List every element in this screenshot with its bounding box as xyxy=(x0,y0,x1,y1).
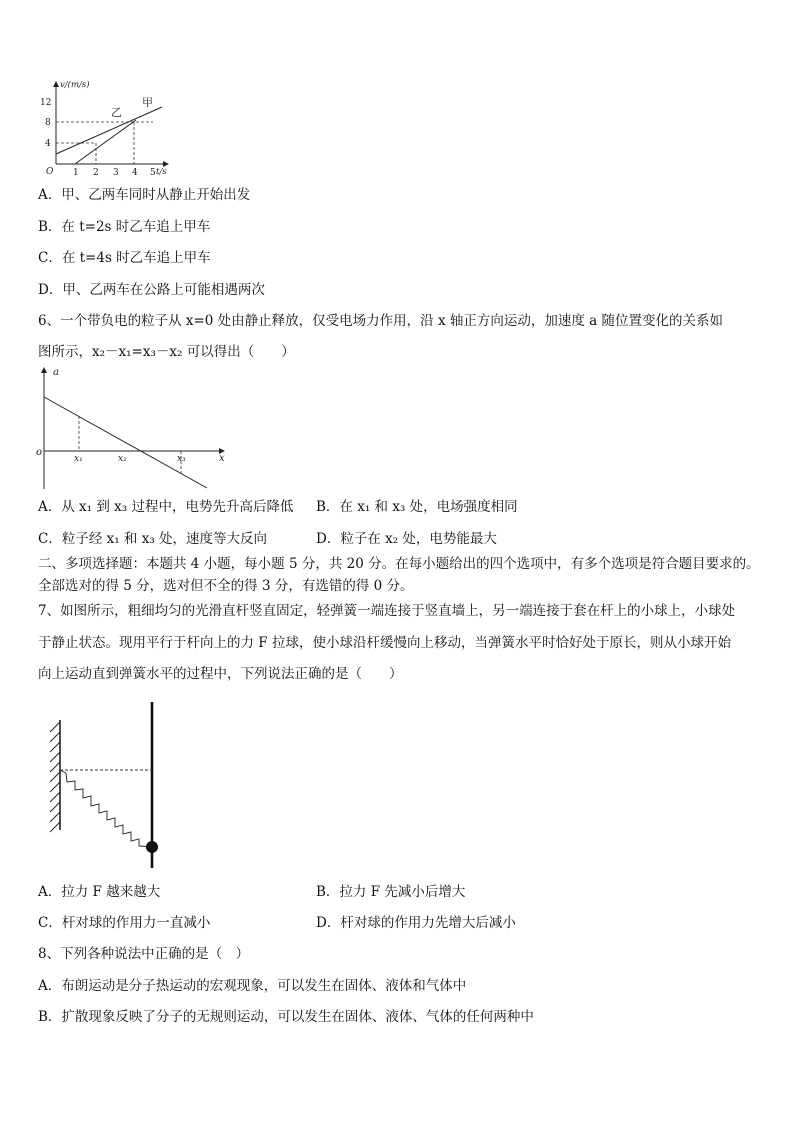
q5-option-c: C．在 t=4s 时乙车追上甲车 xyxy=(38,250,211,266)
vt-label-yi: 乙 xyxy=(111,106,122,119)
ball xyxy=(146,841,158,853)
spring xyxy=(60,770,152,847)
q6-option-b: B．在 x₁ 和 x₃ 处，电场强度相同 xyxy=(316,499,518,515)
ax-x-label: x xyxy=(219,453,225,464)
q7-option-a: A．拉力 F 越来越大 xyxy=(38,884,161,900)
q8-option-a: A．布朗运动是分子热运动的宏观现象，可以发生在固体、液体和气体中 xyxy=(38,978,467,994)
q6-option-c: C．粒子经 x₁ 和 x₃ 处，速度等大反向 xyxy=(38,531,268,547)
vt-xtick-4: 4 xyxy=(132,168,138,178)
q7-option-b: B．拉力 F 先减小后增大 xyxy=(316,884,466,900)
ax-graph-figure xyxy=(34,364,234,494)
vt-xtick-2: 2 xyxy=(93,168,99,178)
vt-ytick-4: 4 xyxy=(45,139,51,149)
q7-option-c: C．杆对球的作用力一直减小 xyxy=(38,915,211,931)
vt-ytick-12: 12 xyxy=(40,98,52,108)
vt-graph-figure xyxy=(38,76,178,180)
ax-x3-label: x₃ xyxy=(177,454,186,464)
q6-option-d: D．粒子在 x₂ 处，电势能最大 xyxy=(316,531,497,547)
q8-option-b: B．扩散现象反映了分子的无规则运动，可以发生在固体、液体、气体的任何两种中 xyxy=(38,1009,534,1025)
q7-option-d: D．杆对球的作用力先增大后减小 xyxy=(316,915,516,931)
section2-heading-line1: 二、多项选择题：本题共 4 小题，每小题 5 分，共 20 分。在每小题给出的四个选项中，有多个选项是符合题目要求的。 xyxy=(38,556,760,572)
spring-rod-figure xyxy=(38,700,168,870)
q5-option-d: D．甲、乙两车在公路上可能相遇两次 xyxy=(38,282,265,298)
ax-x1-label: x₁ xyxy=(74,454,83,464)
q6-stem-line2: 图所示，x₂－x₁=x₃－x₂ 可以得出（ ） xyxy=(38,344,295,360)
section2-heading-line2: 全部选对的得 5 分，选对但不全的得 3 分，有选错的得 0 分。 xyxy=(38,578,414,594)
q6-stem-line1: 6、一个带负电的粒子从 x=0 处由静止释放，仅受电场力作用，沿 x 轴正方向运动，加速度 a 随位置变化的关系如 xyxy=(38,313,724,329)
q7-stem-line3: 向上运动直到弹簧水平的过程中，下列说法正确的是（ ） xyxy=(38,666,403,682)
vt-origin: O xyxy=(46,167,54,177)
q7-stem-line2: 于静止状态。现用平行于杆向上的力 F 拉球，使小球沿杆缓慢向上移动，当弹簧水平时恰好处于原长，则从小球开始 xyxy=(38,635,731,651)
q7-stem-line1: 7、如图所示，粗细均匀的光滑直杆竖直固定，轻弹簧一端连接于竖直墙上，另一端连接于套在杆上的小球上，小球处 xyxy=(38,603,736,619)
ax-line xyxy=(44,397,207,488)
vt-line-jia xyxy=(56,107,162,154)
vt-xtick-3: 3 xyxy=(113,168,119,178)
ax-y-label: a xyxy=(53,367,59,378)
ax-origin: o xyxy=(36,447,43,458)
vt-label-jia: 甲 xyxy=(142,96,153,109)
vt-xtick-1: 1 xyxy=(73,168,79,178)
vt-ytick-8: 8 xyxy=(45,118,51,128)
ax-x2-label: x₂ xyxy=(118,454,127,464)
q6-option-a: A．从 x₁ 到 x₃ 过程中，电势先升高后降低 xyxy=(38,499,294,515)
q5-option-b: B．在 t=2s 时乙车追上甲车 xyxy=(38,219,211,235)
q5-option-a: A．甲、乙两车同时从静止开始出发 xyxy=(38,187,251,203)
vt-x-label: t/s xyxy=(156,167,167,177)
vt-y-label: v/(m/s) xyxy=(60,80,90,90)
vt-xtick-5: 5 xyxy=(150,168,156,178)
q8-stem: 8、下列各种说法中正确的是（ ） xyxy=(38,946,250,962)
